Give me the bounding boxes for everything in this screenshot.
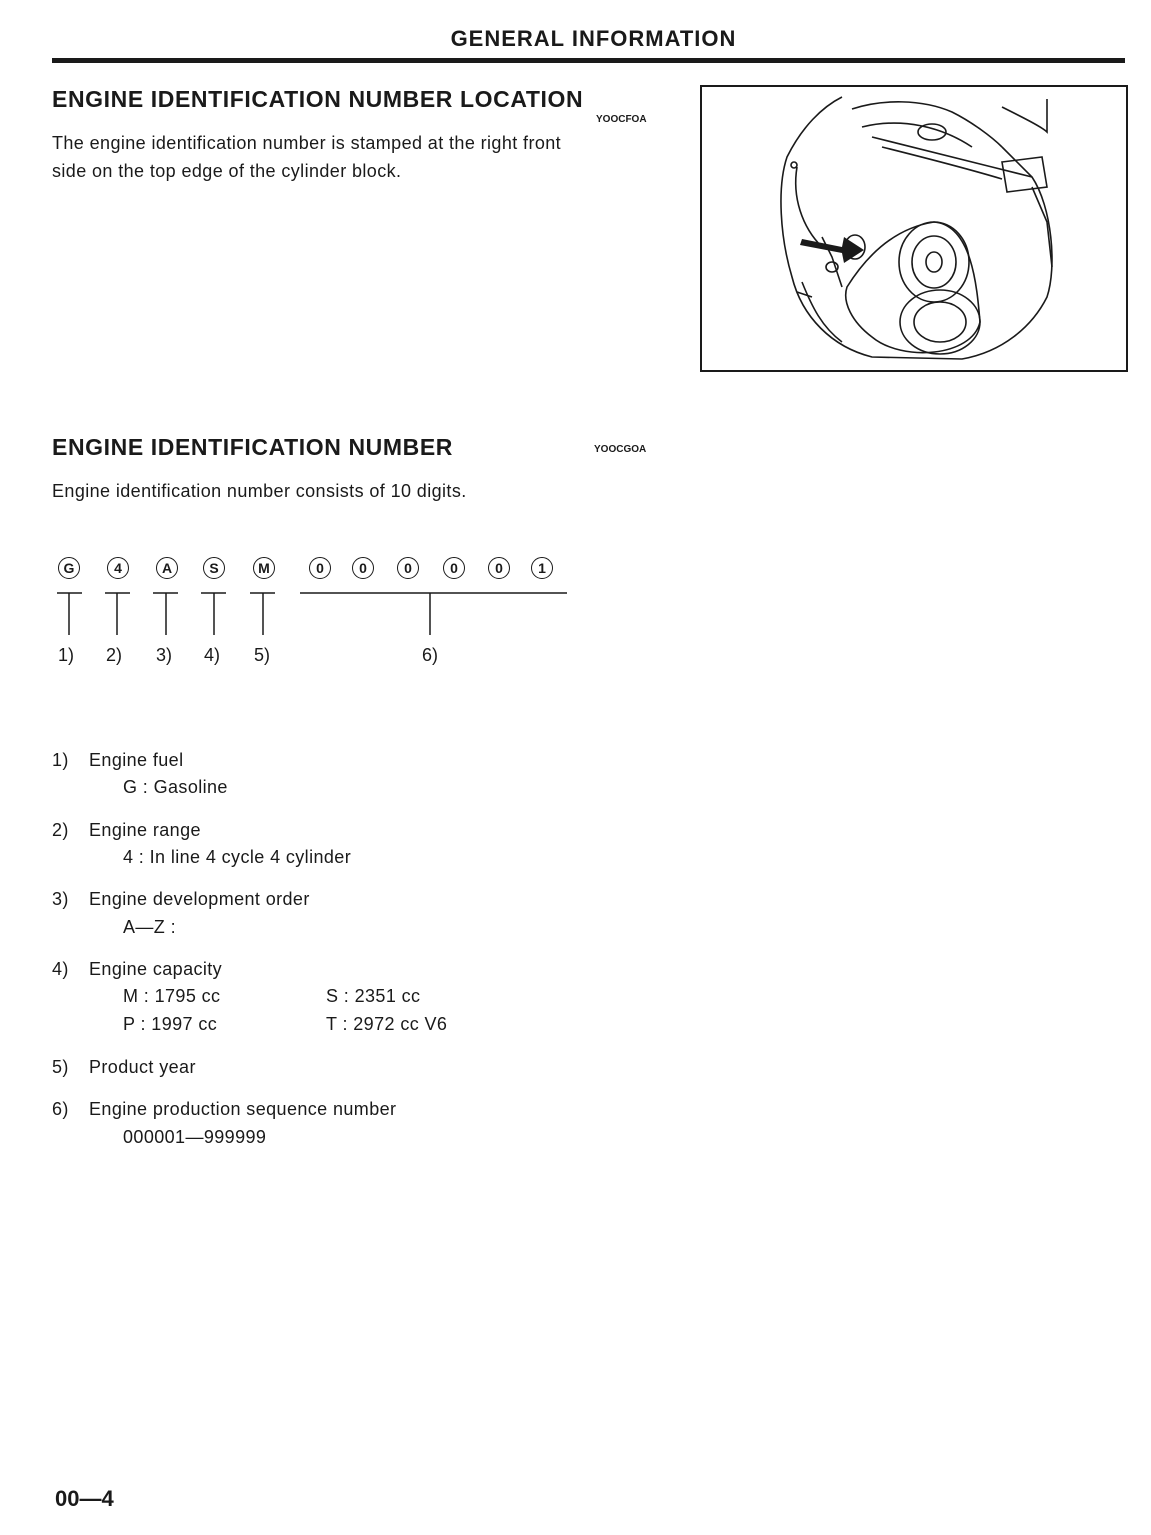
- id-char-3: A: [156, 557, 178, 579]
- capacity-p: P : 1997 cc: [123, 1014, 218, 1034]
- id-char-9: 0: [443, 557, 465, 579]
- capacity-m: M : 1795 cc: [123, 986, 221, 1006]
- engine-illustration-frame: [700, 85, 1128, 372]
- location-text-line2: side on the top edge of the cylinder block.: [52, 161, 402, 181]
- id-char-1: G: [58, 557, 80, 579]
- id-char-10: 0: [488, 557, 510, 579]
- item-5-num: 5): [52, 1057, 69, 1077]
- location-text: [52, 129, 561, 185]
- id-brackets: [0, 585, 600, 645]
- item-4-label: Engine capacity: [89, 959, 223, 979]
- location-code: YOOCFOA: [596, 114, 647, 125]
- capacity-s: S : 2351 cc: [326, 986, 421, 1006]
- header-rule: [52, 58, 1125, 63]
- bracket-label-2: 2): [106, 645, 123, 665]
- item-5-label: Product year: [89, 1057, 196, 1077]
- number-title: ENGINE IDENTIFICATION NUMBER: [52, 434, 453, 460]
- location-title: ENGINE IDENTIFICATION NUMBER LOCATION: [52, 86, 584, 112]
- bracket-label-3: 3): [156, 645, 173, 665]
- id-char-2: 4: [107, 557, 129, 579]
- bracket-label-6: 6): [422, 645, 439, 665]
- item-6-label: Engine production sequence number: [89, 1099, 397, 1119]
- bracket-label-5: 5): [254, 645, 271, 665]
- bracket-label-1: 1): [58, 645, 75, 665]
- section-header: GENERAL INFORMATION: [450, 26, 737, 51]
- bracket-label-4: 4): [204, 645, 221, 665]
- location-text-line1: The engine identification number is stamped at the right front: [52, 133, 562, 153]
- engine-illustration: [702, 87, 1126, 370]
- number-code: YOOCGOA: [594, 444, 647, 455]
- number-intro: Engine identification number consists of 10 digits.: [52, 481, 467, 501]
- id-char-8: 0: [397, 557, 419, 579]
- capacity-t: T : 2972 cc V6: [326, 1014, 448, 1034]
- item-6-detail: 000001—999999: [123, 1127, 267, 1147]
- item-2-num: 2): [52, 820, 69, 840]
- item-4-num: 4): [52, 959, 69, 979]
- item-3-label: Engine development order: [89, 889, 310, 909]
- item-1-detail: G : Gasoline: [123, 777, 228, 797]
- id-char-5: M: [253, 557, 275, 579]
- id-char-11: 1: [531, 557, 553, 579]
- item-1-num: 1): [52, 750, 69, 770]
- item-3-detail: A—Z :: [123, 917, 177, 937]
- item-2-label: Engine range: [89, 820, 201, 840]
- id-char-7: 0: [352, 557, 374, 579]
- item-1-label: Engine fuel: [89, 750, 184, 770]
- item-3-num: 3): [52, 889, 69, 909]
- id-char-6: 0: [309, 557, 331, 579]
- id-char-4: S: [203, 557, 225, 579]
- page-number: 00—4: [55, 1486, 114, 1511]
- item-2-detail: 4 : In line 4 cycle 4 cylinder: [123, 847, 352, 867]
- item-6-num: 6): [52, 1099, 69, 1119]
